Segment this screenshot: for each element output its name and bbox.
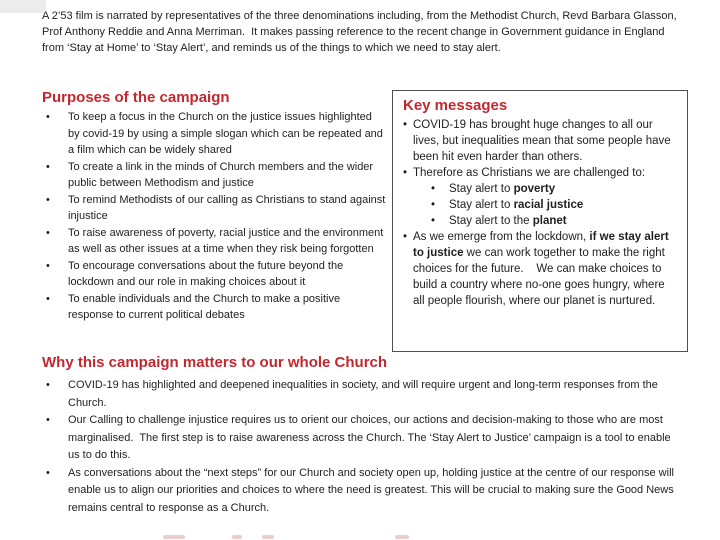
purposes-heading: Purposes of the campaign (42, 89, 230, 106)
why-list (42, 377, 682, 517)
window-edge-fragment (0, 0, 46, 13)
list-item: • To keep a focus in the Church on the justice issues highlighted by covid-19 by using a simple slogan which can be repeated and a film which can be widely shared (42, 109, 386, 159)
text-segment: Stay alert to (449, 183, 514, 195)
list-item (403, 197, 678, 213)
list-item (403, 229, 678, 309)
list-item: • COVID-19 has highlighted and deepened inequalities in society, and will require urgent and long-term responses from the Church. (42, 377, 682, 412)
list-item (403, 165, 678, 181)
cutoff-text-fragment (163, 535, 185, 539)
text-segment: we can work together to make the right choices for the future. We can make choices to build a country where no-one goes hungry, where all people flourish, where our planet is nurtured. (413, 247, 669, 307)
text-segment: Therefore as Christians we are challenged to: (413, 167, 646, 179)
list-item: • Our Calling to challenge injustice requires us to orient our choices, our actions and decision-making to those who are most marginalised. The first step is to raise awareness across the Church. The ‘Stay Alert to Justice’ campaign is a tool to enable us to do this. (42, 412, 682, 465)
list-item (403, 181, 678, 197)
key-messages-box (392, 90, 688, 352)
cutoff-text-fragment (232, 535, 242, 539)
emphasis-text: if we stay alert to justice (413, 231, 672, 259)
purposes-list (42, 109, 389, 324)
text-segment: COVID-19 has brought huge changes to all our lives, but inequalities mean that some people have been hit even harder than others. (413, 119, 674, 163)
list-item: • To create a link in the minds of Church members and the wider public between Methodism and justice (42, 159, 386, 192)
list-item: • To remind Methodists of our calling as Christians to stand against injustice (42, 192, 386, 225)
list-item: • To encourage conversations about the future beyond the lockdown and our role in making choices about it (42, 258, 386, 291)
key-messages-heading: Key messages (403, 97, 508, 114)
cutoff-text-fragment (262, 535, 274, 539)
why-heading: Why this campaign matters to our whole Church (42, 354, 388, 371)
text-segment: As we emerge from the lockdown, (413, 231, 590, 243)
list-item: • To raise awareness of poverty, racial justice and the environment as well as other issues at a time when they risk being forgotten (42, 225, 386, 258)
list-item: • As conversations about the “next steps” for our Church and society open up, holding justice at the centre of our response will enable us to align our priorities and choices to where the need is greatest. This will be crucial to making sure the Good News remains central to response as a Church. (42, 465, 682, 518)
list-item: • To enable individuals and the Church to make a positive response to current political debates (42, 291, 386, 324)
emphasis-text: planet (532, 215, 567, 227)
text-segment: Stay alert to (449, 199, 514, 211)
emphasis-text: poverty (513, 183, 556, 195)
text-segment: Stay alert to the (449, 215, 533, 227)
cutoff-text-fragment (395, 535, 409, 539)
list-item (403, 213, 678, 229)
emphasis-text: racial justice (513, 199, 584, 211)
intro-paragraph: A 2’53 film is narrated by representatives of the three denominations including, from the Methodist Church, Revd Barbara Glasson, Prof Anthony Reddie and Anna Merriman. It makes passing reference to the recent change in Government guidance in England from ‘Stay at Home’ to ‘Stay Alert’, and reminds us of the things to which we need to stay alert. (42, 10, 680, 54)
list-item (403, 117, 678, 165)
key-messages-list (403, 117, 678, 309)
